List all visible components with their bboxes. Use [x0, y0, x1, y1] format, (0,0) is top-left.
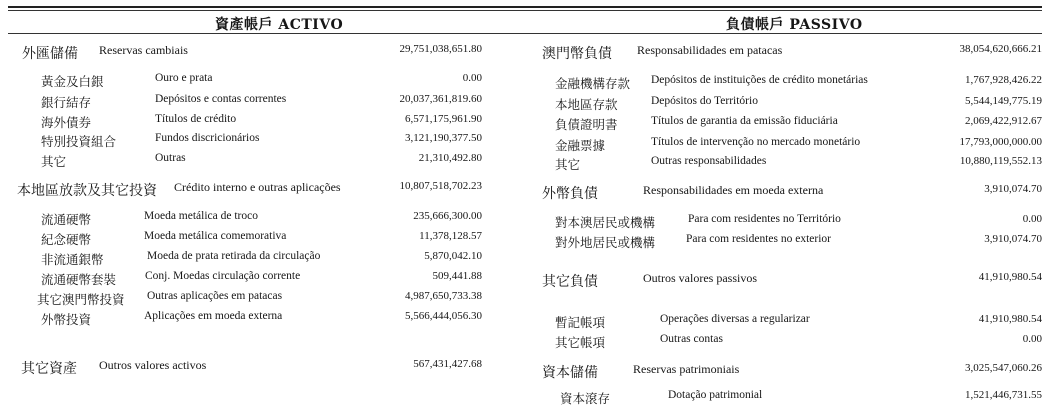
row-amount: 5,544,149,775.19 — [965, 95, 1042, 107]
row-label-zh: 金融機構存款 — [555, 76, 631, 91]
row-label-pt: Ouro e prata — [155, 72, 213, 84]
row-label-zh: 黃金及白銀 — [41, 74, 104, 89]
row-amount: 3,910,074.70 — [984, 233, 1042, 245]
top-rule — [8, 6, 1042, 8]
row-label-pt: Fundos discricionários — [155, 132, 260, 144]
row-amount: 41,910,980.54 — [978, 271, 1042, 283]
row-label-pt: Títulos de garantia da emissão fiduciária — [651, 115, 838, 127]
row-label-pt: Moeda metálica de troco — [144, 210, 258, 222]
row-label-pt: Operações diversas a regularizar — [660, 313, 810, 325]
row-amount: 10,880,119,552.13 — [959, 155, 1042, 167]
row-label-pt: Reservas cambiais — [99, 43, 188, 57]
row-label-zh: 其它負債 — [542, 274, 598, 290]
row-label-pt: Outras contas — [660, 333, 723, 345]
row-label-zh: 外匯儲備 — [22, 46, 78, 62]
row-label-zh: 澳門幣負債 — [542, 46, 612, 62]
row-amount: 1,521,446,731.55 — [965, 389, 1042, 401]
row-label-pt: Outros valores activos — [99, 358, 207, 372]
row-amount: 509,441.88 — [432, 270, 482, 282]
row-label-zh: 流通硬幣 — [41, 212, 92, 227]
row-label-pt: Conj. Moedas circulação corrente — [145, 270, 301, 282]
row-label-zh: 其它 — [41, 154, 67, 169]
row-amount: 41,910,980.54 — [978, 313, 1042, 325]
row-label-pt: Outras responsabilidades — [651, 155, 767, 167]
row-label-pt: Depósitos e contas correntes — [155, 93, 287, 105]
row-amount: 4,987,650,733.38 — [405, 290, 482, 302]
row-label-pt: Reservas patrimoniais — [633, 362, 740, 376]
row-amount: 21,310,492.80 — [418, 152, 482, 164]
row-label-pt: Responsabilidades em patacas — [637, 43, 783, 57]
row-amount: 0.00 — [1022, 333, 1042, 345]
row-label-pt: Outras aplicações em patacas — [147, 290, 283, 302]
row-label-pt: Crédito interno e outras aplicações — [174, 180, 341, 194]
header-rule — [8, 33, 1042, 34]
row-amount: 11,378,128.57 — [419, 230, 482, 242]
row-label-zh: 外幣負債 — [542, 186, 598, 202]
row-label-pt: Aplicações em moeda externa — [144, 310, 283, 322]
row-amount: 567,431,427.68 — [413, 358, 482, 370]
top-rule-thin — [8, 10, 1042, 11]
row-label-pt: Títulos de intervenção no mercado monetário — [651, 136, 861, 148]
row-label-pt: Moeda metálica comemorativa — [144, 230, 287, 242]
row-amount: 3,025,547,060.26 — [965, 362, 1042, 374]
row-label-pt: Títulos de crédito — [155, 113, 237, 125]
row-label-zh: 其它 — [555, 157, 581, 172]
activo-title: 資產帳戶 ACTIVO — [215, 17, 344, 33]
row-amount: 1,767,928,426.22 — [965, 74, 1042, 86]
row-amount: 0.00 — [1022, 213, 1042, 225]
row-label-zh: 其它澳門幣投資 — [37, 292, 125, 307]
row-label-zh: 資本儲備 — [542, 365, 598, 381]
row-label-pt: Outros valores passivos — [643, 271, 757, 285]
row-amount: 6,571,175,961.90 — [405, 113, 482, 125]
row-amount: 20,037,361,819.60 — [399, 93, 482, 105]
row-amount: 0.00 — [462, 72, 482, 84]
row-amount: 29,751,038,651.80 — [399, 43, 482, 55]
row-label-zh: 對本澳居民或機構 — [555, 215, 656, 230]
row-label-zh: 海外債券 — [41, 115, 92, 130]
row-label-zh: 其它帳項 — [555, 335, 606, 350]
row-label-pt: Moeda de prata retirada da circulação — [147, 250, 321, 262]
row-label-zh: 本地區放款及其它投資 — [17, 183, 157, 199]
row-label-pt: Para com residentes no exterior — [686, 233, 831, 245]
row-label-zh: 本地區存款 — [555, 97, 618, 112]
row-amount: 17,793,000,000.00 — [959, 136, 1042, 148]
row-label-zh: 特別投資組合 — [41, 134, 117, 149]
passivo-title: 負債帳戶 PASSIVO — [726, 17, 863, 33]
row-label-zh: 資本滾存 — [560, 391, 611, 406]
row-label-zh: 負債證明書 — [555, 117, 618, 132]
row-label-pt: Outras — [155, 152, 186, 164]
row-label-pt: Dotação patrimonial — [668, 389, 763, 401]
row-label-zh: 其它資產 — [21, 361, 77, 377]
row-label-pt: Depósitos de instituições de crédito monetárias — [651, 74, 868, 86]
row-label-zh: 金融票據 — [555, 138, 606, 153]
row-label-pt: Responsabilidades em moeda externa — [643, 183, 824, 197]
row-label-pt: Depósitos do Território — [651, 95, 758, 107]
row-amount: 3,910,074.70 — [984, 183, 1042, 195]
row-label-zh: 非流通銀幣 — [41, 252, 104, 267]
row-amount: 3,121,190,377.50 — [405, 132, 482, 144]
row-amount: 2,069,422,912.67 — [965, 115, 1042, 127]
row-label-zh: 銀行結存 — [41, 95, 92, 110]
row-amount: 235,666,300.00 — [413, 210, 482, 222]
row-label-zh: 外幣投資 — [41, 312, 92, 327]
row-amount: 38,054,620,666.21 — [959, 43, 1042, 55]
row-label-pt: Para com residentes no Território — [688, 213, 841, 225]
row-amount: 10,807,518,702.23 — [399, 180, 482, 192]
row-amount: 5,566,444,056.30 — [405, 310, 482, 322]
row-label-zh: 流通硬幣套裝 — [41, 272, 117, 287]
row-amount: 5,870,042.10 — [424, 250, 482, 262]
row-label-zh: 暫記帳項 — [555, 315, 606, 330]
row-label-zh: 紀念硬幣 — [41, 232, 92, 247]
row-label-zh: 對外地居民或機構 — [555, 235, 656, 250]
